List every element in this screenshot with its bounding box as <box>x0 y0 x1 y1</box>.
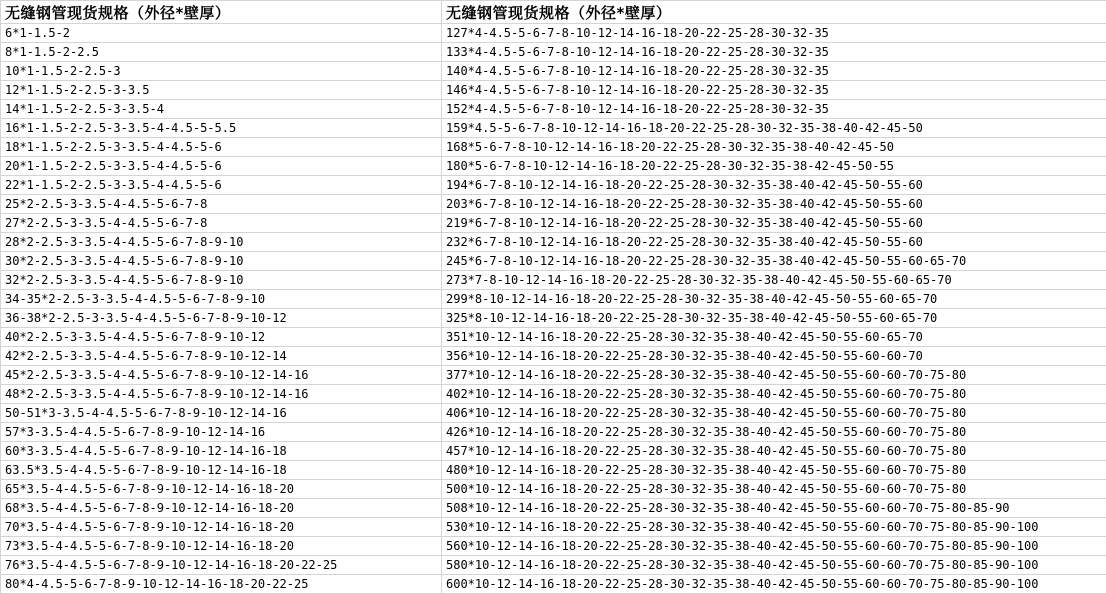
spec-cell-left[interactable]: 18*1-1.5-2-2.5-3-3.5-4-4.5-5-6 <box>1 138 442 157</box>
spec-cell-left[interactable]: 73*3.5-4-4.5-5-6-7-8-9-10-12-14-16-18-20 <box>1 537 442 556</box>
spec-cell-left[interactable]: 63.5*3.5-4-4.5-5-6-7-8-9-10-12-14-16-18 <box>1 461 442 480</box>
table-row <box>1 575 1106 594</box>
spec-cell-right[interactable]: 377*10-12-14-16-18-20-22-25-28-30-32-35-38-40-42-45-50-55-60-60-70-75-80 <box>442 366 1106 385</box>
spec-cell-left[interactable]: 68*3.5-4-4.5-5-6-7-8-9-10-12-14-16-18-20 <box>1 499 442 518</box>
table-row <box>1 328 1106 347</box>
table-row <box>1 309 1106 328</box>
header-cell-right[interactable]: 无缝钢管现货规格（外径*壁厚） <box>442 1 1106 24</box>
spec-cell-left[interactable]: 45*2-2.5-3-3.5-4-4.5-5-6-7-8-9-10-12-14-16 <box>1 366 442 385</box>
spec-cell-right[interactable]: 194*6-7-8-10-12-14-16-18-20-22-25-28-30-32-35-38-40-42-45-50-55-60 <box>442 176 1106 195</box>
header-row <box>1 1 1106 24</box>
spec-cell-left[interactable]: 40*2-2.5-3-3.5-4-4.5-5-6-7-8-9-10-12 <box>1 328 442 347</box>
spec-cell-right[interactable]: 232*6-7-8-10-12-14-16-18-20-22-25-28-30-32-35-38-40-42-45-50-55-60 <box>442 233 1106 252</box>
spec-cell-left[interactable]: 8*1-1.5-2-2.5 <box>1 43 442 62</box>
spec-cell-left[interactable]: 60*3-3.5-4-4.5-5-6-7-8-9-10-12-14-16-18 <box>1 442 442 461</box>
spec-cell-left[interactable]: 6*1-1.5-2 <box>1 24 442 43</box>
spec-cell-right[interactable]: 560*10-12-14-16-18-20-22-25-28-30-32-35-38-40-42-45-50-55-60-60-70-75-80-85-90-100 <box>442 537 1106 556</box>
table-row <box>1 366 1106 385</box>
spec-cell-left[interactable]: 57*3-3.5-4-4.5-5-6-7-8-9-10-12-14-16 <box>1 423 442 442</box>
spec-cell-left[interactable]: 20*1-1.5-2-2.5-3-3.5-4-4.5-5-6 <box>1 157 442 176</box>
spec-cell-left[interactable]: 42*2-2.5-3-3.5-4-4.5-5-6-7-8-9-10-12-14 <box>1 347 442 366</box>
spec-cell-right[interactable]: 127*4-4.5-5-6-7-8-10-12-14-16-18-20-22-25-28-30-32-35 <box>442 24 1106 43</box>
table-row <box>1 43 1106 62</box>
table-row <box>1 347 1106 366</box>
table-row <box>1 157 1106 176</box>
table-row <box>1 233 1106 252</box>
spec-cell-right[interactable]: 356*10-12-14-16-18-20-22-25-28-30-32-35-38-40-42-45-50-55-60-60-70 <box>442 347 1106 366</box>
spec-cell-right[interactable]: 406*10-12-14-16-18-20-22-25-28-30-32-35-38-40-42-45-50-55-60-60-70-75-80 <box>442 404 1106 423</box>
spec-cell-left[interactable]: 48*2-2.5-3-3.5-4-4.5-5-6-7-8-9-10-12-14-16 <box>1 385 442 404</box>
table-row <box>1 138 1106 157</box>
table-row <box>1 404 1106 423</box>
spec-cell-right[interactable]: 152*4-4.5-5-6-7-8-10-12-14-16-18-20-22-25-28-30-32-35 <box>442 100 1106 119</box>
spec-cell-right[interactable]: 580*10-12-14-16-18-20-22-25-28-30-32-35-38-40-42-45-50-55-60-60-70-75-80-85-90-100 <box>442 556 1106 575</box>
spec-cell-left[interactable]: 14*1-1.5-2-2.5-3-3.5-4 <box>1 100 442 119</box>
spec-cell-left[interactable]: 34-35*2-2.5-3-3.5-4-4.5-5-6-7-8-9-10 <box>1 290 442 309</box>
spec-cell-right[interactable]: 299*8-10-12-14-16-18-20-22-25-28-30-32-35-38-40-42-45-50-55-60-65-70 <box>442 290 1106 309</box>
spec-cell-left[interactable]: 12*1-1.5-2-2.5-3-3.5 <box>1 81 442 100</box>
table-row <box>1 195 1106 214</box>
table-row <box>1 290 1106 309</box>
spec-cell-left[interactable]: 70*3.5-4-4.5-5-6-7-8-9-10-12-14-16-18-20 <box>1 518 442 537</box>
spec-cell-right[interactable]: 530*10-12-14-16-18-20-22-25-28-30-32-35-38-40-42-45-50-55-60-60-70-75-80-85-90-100 <box>442 518 1106 537</box>
table-row <box>1 537 1106 556</box>
table-row <box>1 556 1106 575</box>
spec-cell-right[interactable]: 508*10-12-14-16-18-20-22-25-28-30-32-35-38-40-42-45-50-55-60-60-70-75-80-85-90 <box>442 499 1106 518</box>
spec-cell-right[interactable]: 168*5-6-7-8-10-12-14-16-18-20-22-25-28-30-32-35-38-40-42-45-50 <box>442 138 1106 157</box>
table-row <box>1 214 1106 233</box>
spec-cell-left[interactable]: 80*4-4.5-5-6-7-8-9-10-12-14-16-18-20-22-25 <box>1 575 442 594</box>
spec-cell-right[interactable]: 203*6-7-8-10-12-14-16-18-20-22-25-28-30-32-35-38-40-42-45-50-55-60 <box>442 195 1106 214</box>
spec-cell-right[interactable]: 219*6-7-8-10-12-14-16-18-20-22-25-28-30-32-35-38-40-42-45-50-55-60 <box>442 214 1106 233</box>
table-row <box>1 62 1106 81</box>
table-body <box>1 24 1106 594</box>
table-row <box>1 423 1106 442</box>
spec-cell-right[interactable]: 273*7-8-10-12-14-16-18-20-22-25-28-30-32-35-38-40-42-45-50-55-60-65-70 <box>442 271 1106 290</box>
table-row <box>1 518 1106 537</box>
spec-cell-left[interactable]: 50-51*3-3.5-4-4.5-5-6-7-8-9-10-12-14-16 <box>1 404 442 423</box>
table-row <box>1 461 1106 480</box>
spec-cell-right[interactable]: 140*4-4.5-5-6-7-8-10-12-14-16-18-20-22-25-28-30-32-35 <box>442 62 1106 81</box>
table-row <box>1 499 1106 518</box>
spec-cell-right[interactable]: 180*5-6-7-8-10-12-14-16-18-20-22-25-28-30-32-35-38-42-45-50-55 <box>442 157 1106 176</box>
spec-cell-right[interactable]: 480*10-12-14-16-18-20-22-25-28-30-32-35-38-40-42-45-50-55-60-60-70-75-80 <box>442 461 1106 480</box>
spec-cell-right[interactable]: 426*10-12-14-16-18-20-22-25-28-30-32-35-38-40-42-45-50-55-60-60-70-75-80 <box>442 423 1106 442</box>
spec-cell-left[interactable]: 10*1-1.5-2-2.5-3 <box>1 62 442 81</box>
table-row <box>1 442 1106 461</box>
table-row <box>1 252 1106 271</box>
spec-cell-right[interactable]: 159*4.5-5-6-7-8-10-12-14-16-18-20-22-25-28-30-32-35-38-40-42-45-50 <box>442 119 1106 138</box>
spec-cell-right[interactable]: 457*10-12-14-16-18-20-22-25-28-30-32-35-38-40-42-45-50-55-60-60-70-75-80 <box>442 442 1106 461</box>
spec-cell-left[interactable]: 65*3.5-4-4.5-5-6-7-8-9-10-12-14-16-18-20 <box>1 480 442 499</box>
table-row <box>1 480 1106 499</box>
spec-cell-right[interactable]: 351*10-12-14-16-18-20-22-25-28-30-32-35-38-40-42-45-50-55-60-65-70 <box>442 328 1106 347</box>
table-row <box>1 176 1106 195</box>
spec-cell-left[interactable]: 16*1-1.5-2-2.5-3-3.5-4-4.5-5-5.5 <box>1 119 442 138</box>
header-cell-left[interactable]: 无缝钢管现货规格（外径*壁厚） <box>1 1 442 24</box>
table-row <box>1 119 1106 138</box>
spec-cell-right[interactable]: 325*8-10-12-14-16-18-20-22-25-28-30-32-35-38-40-42-45-50-55-60-65-70 <box>442 309 1106 328</box>
spec-cell-right[interactable]: 133*4-4.5-5-6-7-8-10-12-14-16-18-20-22-25-28-30-32-35 <box>442 43 1106 62</box>
spec-cell-left[interactable]: 27*2-2.5-3-3.5-4-4.5-5-6-7-8 <box>1 214 442 233</box>
table-row <box>1 385 1106 404</box>
spec-cell-left[interactable]: 30*2-2.5-3-3.5-4-4.5-5-6-7-8-9-10 <box>1 252 442 271</box>
spec-cell-left[interactable]: 32*2-2.5-3-3.5-4-4.5-5-6-7-8-9-10 <box>1 271 442 290</box>
spec-cell-right[interactable]: 600*10-12-14-16-18-20-22-25-28-30-32-35-38-40-42-45-50-55-60-60-70-75-80-85-90-100 <box>442 575 1106 594</box>
spec-cell-right[interactable]: 245*6-7-8-10-12-14-16-18-20-22-25-28-30-32-35-38-40-42-45-50-55-60-65-70 <box>442 252 1106 271</box>
table-row <box>1 81 1106 100</box>
table-row <box>1 100 1106 119</box>
spec-cell-left[interactable]: 76*3.5-4-4.5-5-6-7-8-9-10-12-14-16-18-20-22-25 <box>1 556 442 575</box>
spec-cell-right[interactable]: 402*10-12-14-16-18-20-22-25-28-30-32-35-38-40-42-45-50-55-60-60-70-75-80 <box>442 385 1106 404</box>
table-row <box>1 271 1106 290</box>
table-row <box>1 24 1106 43</box>
spec-cell-left[interactable]: 22*1-1.5-2-2.5-3-3.5-4-4.5-5-6 <box>1 176 442 195</box>
spec-cell-right[interactable]: 146*4-4.5-5-6-7-8-10-12-14-16-18-20-22-25-28-30-32-35 <box>442 81 1106 100</box>
spec-cell-left[interactable]: 25*2-2.5-3-3.5-4-4.5-5-6-7-8 <box>1 195 442 214</box>
spec-cell-left[interactable]: 28*2-2.5-3-3.5-4-4.5-5-6-7-8-9-10 <box>1 233 442 252</box>
spec-cell-left[interactable]: 36-38*2-2.5-3-3.5-4-4.5-5-6-7-8-9-10-12 <box>1 309 442 328</box>
spec-cell-right[interactable]: 500*10-12-14-16-18-20-22-25-28-30-32-35-38-40-42-45-50-55-60-60-70-75-80 <box>442 480 1106 499</box>
